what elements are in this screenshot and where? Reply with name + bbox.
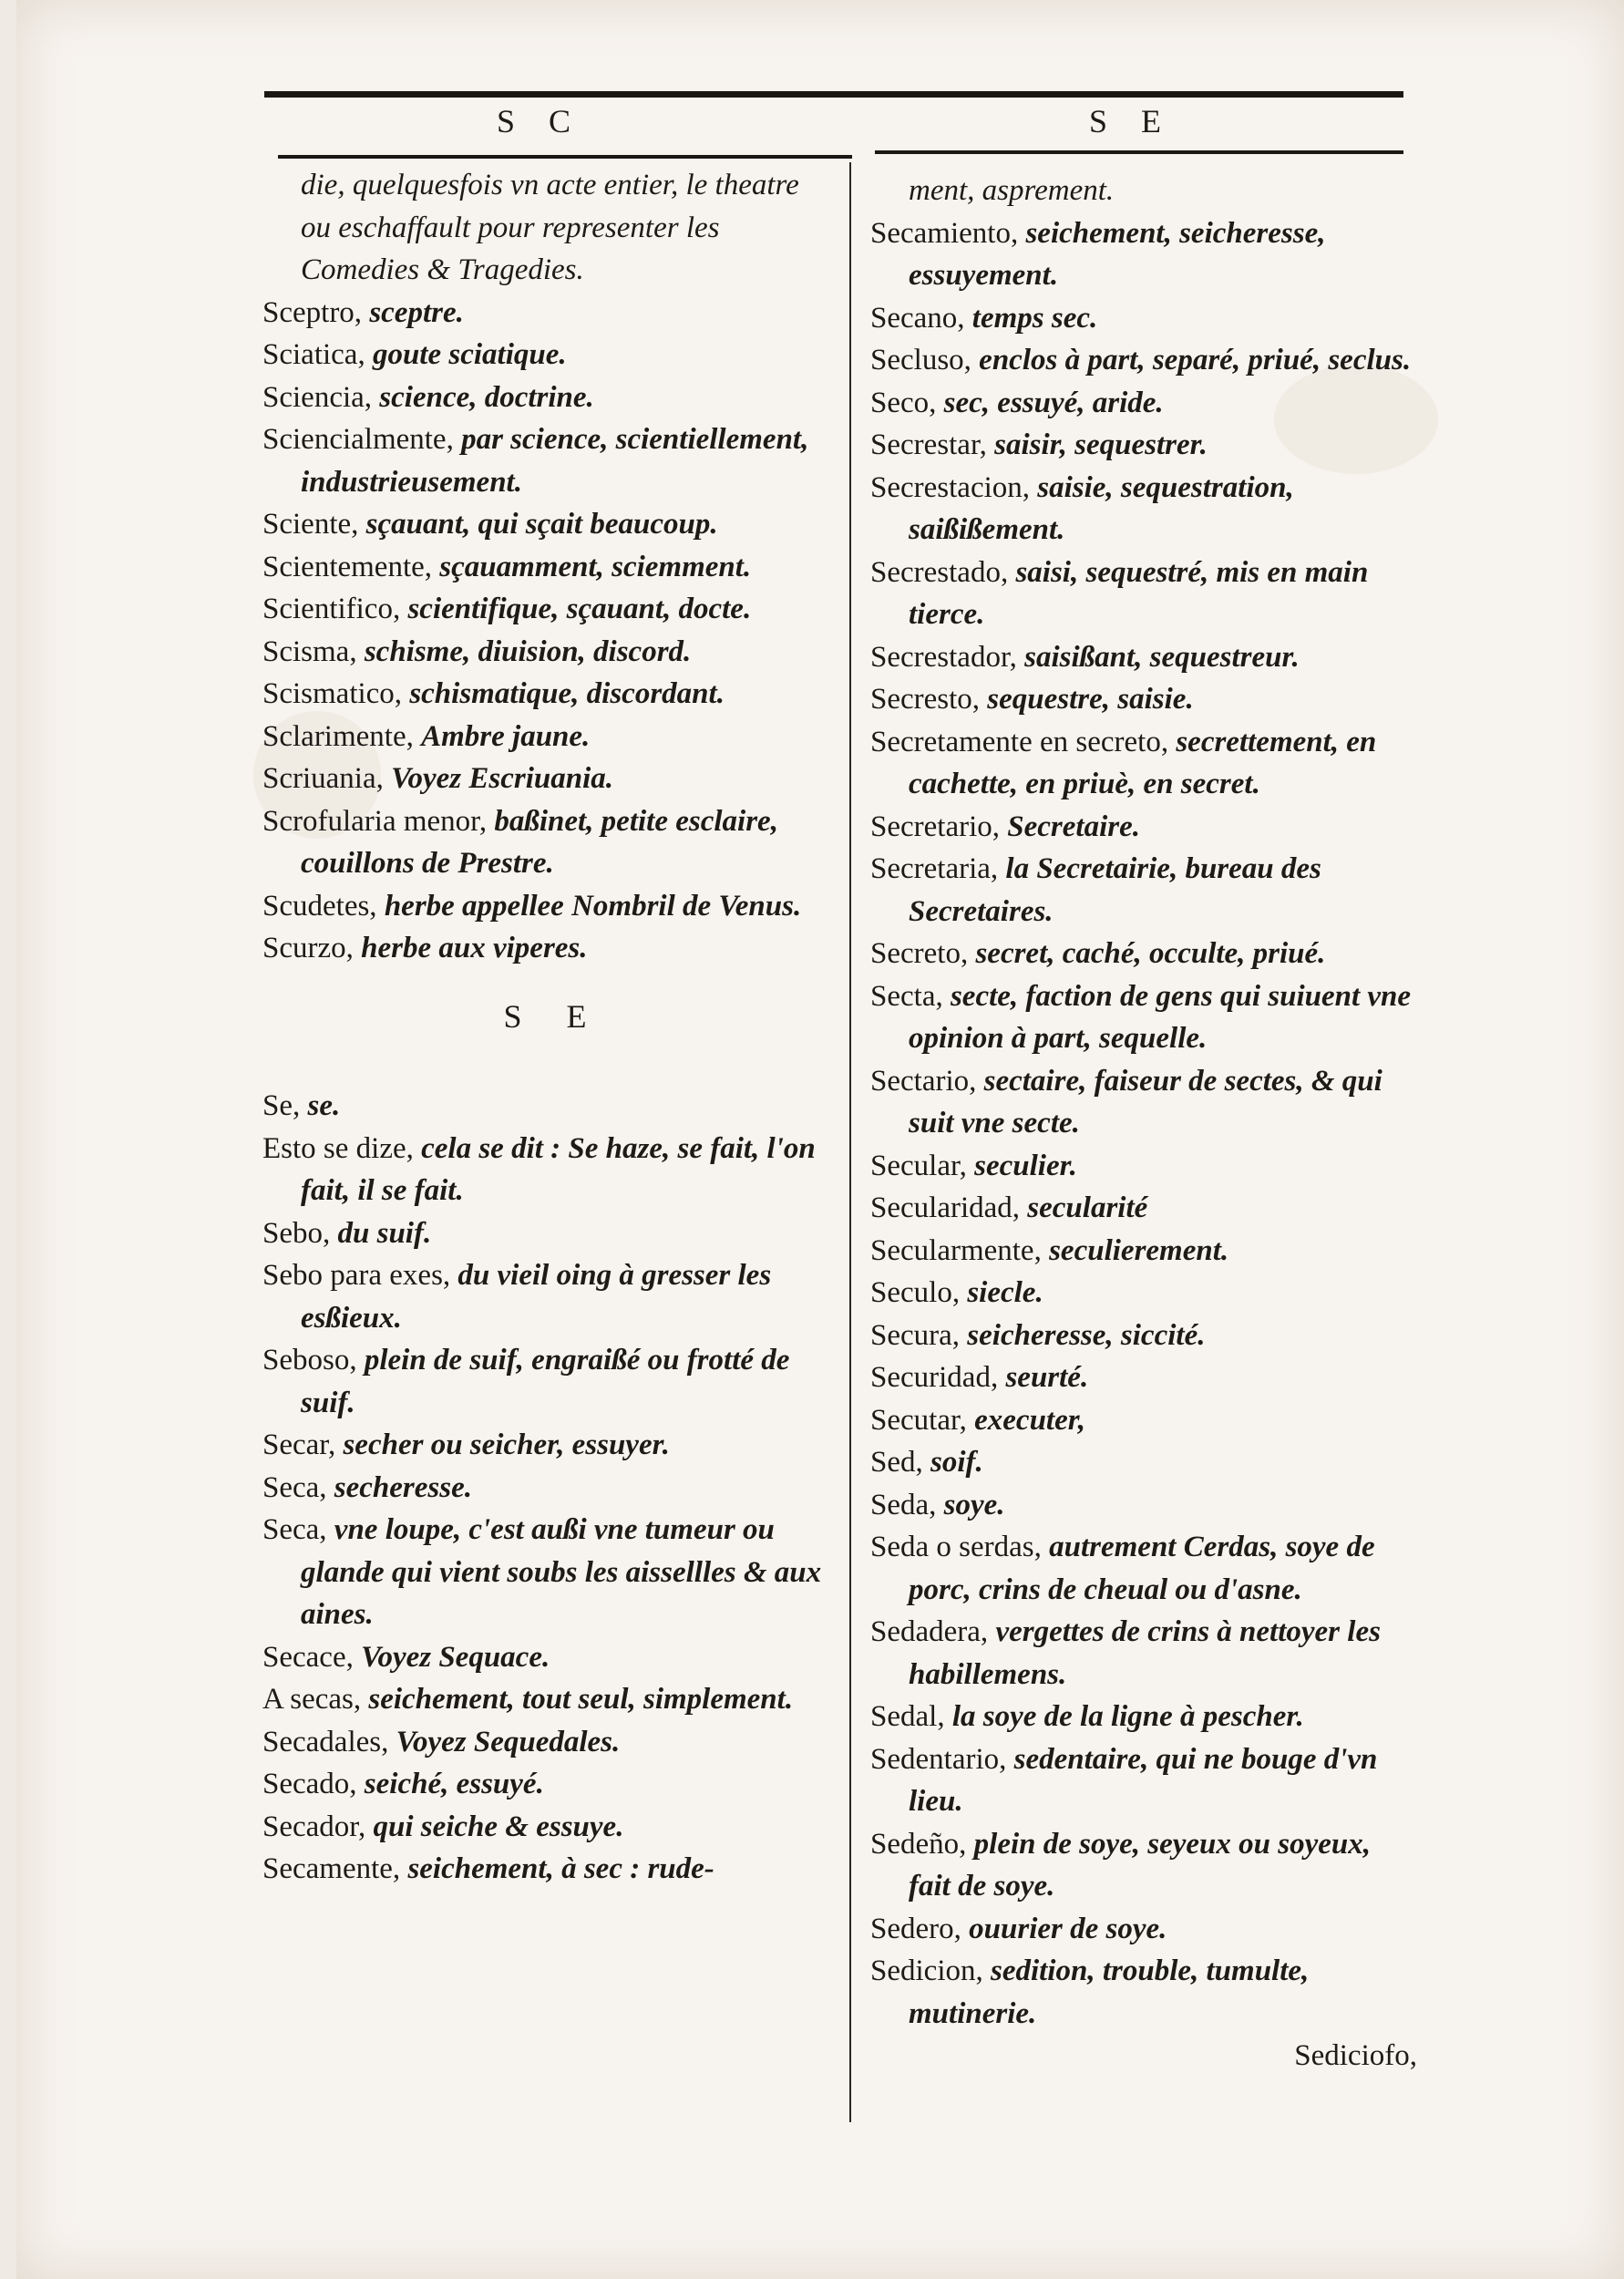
dictionary-entry: Se, se. xyxy=(262,1089,341,1122)
dictionary-entry: Sciente, sçauant, qui sçait beaucoup. xyxy=(262,508,718,541)
dictionary-entry: Secrestador, saisißant, sequestreur. xyxy=(870,640,1300,674)
dictionary-entry: Esto se dize, cela se dit : Se haze, se fait, l'on fait, il se fait. xyxy=(262,1131,816,1207)
dictionary-entry: Secrestado, saisi, sequestré, mis en main tierce. xyxy=(870,555,1369,631)
dictionary-entry: Secluso, enclos à part, separé, priué, seclus. xyxy=(870,344,1412,376)
dictionary-entry: Secularidad, secularité xyxy=(870,1191,1148,1224)
dictionary-entry: Secretamente en secreto, secrettement, en cachette, en priuè, en secret. xyxy=(870,725,1377,800)
dictionary-entry: Scrofularia menor, baßinet, petite esclaire, couillons de Prestre. xyxy=(262,804,778,880)
dictionary-entry: Seca, secheresse. xyxy=(262,1470,473,1504)
continued-entry: ment, asprement. xyxy=(909,174,1115,207)
dictionary-entry: Secamente, seichement, à sec : rude- xyxy=(262,1852,714,1885)
dictionary-entry: Sedeño, plein de soye, seyeux ou soyeux, fait de soye. xyxy=(870,1827,1372,1903)
dictionary-entry: Sciencialmente, par science, scientiellement, industrieusement. xyxy=(262,423,809,499)
column-divider xyxy=(849,162,851,2122)
dictionary-entry: Secta, secte, faction de gens qui suiuent vne opinion à part, sequelle. xyxy=(870,979,1412,1055)
dictionary-entry: Scismatico, schismatique, discordant. xyxy=(262,677,725,710)
dictionary-entry: Scriuania, Voyez Escriuania. xyxy=(262,762,613,795)
dictionary-entry: Scientifico, scientifique, sçauant, docte. xyxy=(262,593,752,625)
dictionary-entry: Sebo, du suif. xyxy=(262,1216,432,1250)
dictionary-entry: Scurzo, herbe aux viperes. xyxy=(262,932,588,964)
dictionary-entry: Sectario, sectaire, faiseur de sectes, & qui suit vne secte. xyxy=(870,1064,1382,1140)
dictionary-entry: Secrestacion, saisie, sequestration, saißißement. xyxy=(870,470,1294,546)
dictionary-entry: Scisma, schisme, diuision, discord. xyxy=(262,634,692,668)
dictionary-entry: Sedicion, sedition, trouble, tumulte, mutinerie. xyxy=(870,1954,1310,2030)
dictionary-entry: Secadales, Voyez Sequedales. xyxy=(262,1725,621,1758)
dictionary-entry: Seda, soye. xyxy=(870,1488,1005,1521)
dictionary-entry: Seco, sec, essuyé, aride. xyxy=(870,386,1164,419)
header-rule-right xyxy=(875,150,1403,154)
section-heading: S E xyxy=(503,997,605,1035)
dictionary-entry: Sedadera, vergettes de crins à nettoyer les habillemens. xyxy=(870,1615,1381,1691)
dictionary-entry: Secar, secher ou seicher, essuyer. xyxy=(262,1428,670,1461)
running-head-right: S E xyxy=(1089,103,1175,139)
dictionary-entry: Sedero, ouurier de soye. xyxy=(870,1912,1167,1945)
dictionary-entry: Sciatica, goute sciatique. xyxy=(262,338,567,371)
dictionary-entry: Secano, temps sec. xyxy=(870,301,1098,335)
dictionary-entry: Sedal, la soye de la ligne à pescher. xyxy=(870,1700,1304,1733)
running-head-left: S C xyxy=(497,103,584,139)
dictionary-entry: Secace, Voyez Sequace. xyxy=(262,1640,550,1674)
dictionary-entry: Secular, seculier. xyxy=(870,1149,1077,1182)
dictionary-entry: Seboso, plein de suif, engraißé ou frotté de suif. xyxy=(262,1344,790,1419)
dictionary-entry: Secutar, executer, xyxy=(870,1403,1086,1437)
dictionary-entry: Sebo para exes, du vieil oing à gresser les esßieux. xyxy=(262,1259,772,1335)
dictionary-entry: Seca, vne loupe, c'est außi vne tumeur ou glande qui vient soubs les aissellles & aux aines. xyxy=(262,1513,822,1631)
dictionary-entry: Secura, seicheresse, siccité. xyxy=(870,1318,1206,1352)
dictionary-entry: Sedentario, sedentaire, qui ne bouge d'vn lieu. xyxy=(870,1742,1378,1818)
dictionary-entry: Sceptro, sceptre. xyxy=(262,295,464,329)
dictionary-entry: Secularmente, seculierement. xyxy=(870,1233,1229,1267)
dictionary-entry: Secador, qui seiche & essuye. xyxy=(262,1810,624,1843)
dictionary-entry: Secado, seiché, essuyé. xyxy=(262,1768,544,1800)
dictionary-entry: Scientemente, sçauamment, sciemment. xyxy=(262,550,752,583)
dictionary-entry: Seculo, siecle. xyxy=(870,1276,1043,1309)
dictionary-entry: Secrestar, saisir, sequestrer. xyxy=(870,428,1208,461)
dictionary-entry: Secreto, secret, caché, occulte, priué. xyxy=(870,937,1326,970)
continued-entry: die, quelquesfois vn acte entier, le theatre ou eschaffault pour representer les Comedies & Tragedies. xyxy=(301,169,799,286)
right-column xyxy=(870,170,1417,2078)
dictionary-entry: Sciencia, science, doctrine. xyxy=(262,380,594,414)
dictionary-entry: A secas, seichement, tout seul, simplement. xyxy=(262,1683,794,1716)
dictionary-entry: Securidad, seurté. xyxy=(870,1361,1089,1394)
dictionary-entry: Secretario, Secretaire. xyxy=(870,810,1140,843)
dictionary-entry: Secretaria, la Secretairie, bureau des Secretaires. xyxy=(870,852,1321,928)
dictionary-entry: Secamiento, seichement, seicheresse, essuyement. xyxy=(870,216,1326,292)
dictionary-entry: Secresto, sequestre, saisie. xyxy=(870,683,1194,716)
top-rule xyxy=(264,91,1403,98)
left-column xyxy=(262,164,827,1891)
dictionary-entry: Sclarimente, Ambre jaune. xyxy=(262,719,591,753)
header-rule-left xyxy=(278,155,852,159)
dictionary-entry: Sed, soif. xyxy=(870,1446,983,1479)
dictionary-entry: Scudetes, herbe appellee Nombril de Venus. xyxy=(262,889,802,923)
dictionary-entry: Seda o serdas, autrement Cerdas, soye de porc, crins de cheual ou d'asne. xyxy=(870,1531,1375,1606)
catchword: Sediciofo, xyxy=(1294,2039,1417,2072)
